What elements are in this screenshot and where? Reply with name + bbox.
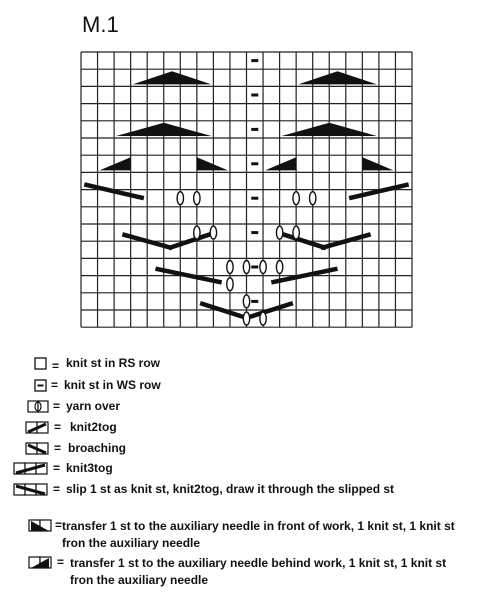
- yarn-over-mark: [276, 261, 282, 274]
- legend-text: transfer 1 st to the auxiliary needle behind work, 1 knit st, 1 knit st fron the auxiliary needle: [70, 556, 447, 587]
- legend-text: knit3tog: [66, 461, 113, 475]
- yarn-over-mark: [210, 226, 216, 239]
- ws-dash-mark: [251, 231, 258, 234]
- broaching-icon: [25, 442, 51, 456]
- yarn-over-mark: [227, 261, 233, 274]
- empty-square-icon: [34, 357, 48, 371]
- legend-text: yarn over: [66, 399, 121, 413]
- dash-square-icon: [34, 379, 48, 393]
- ws-dash-mark: [251, 128, 258, 131]
- yarn-over-mark: [260, 312, 266, 325]
- yarn-over-mark: [227, 278, 233, 291]
- ws-dash-mark: [251, 94, 258, 97]
- legend-text: broaching: [68, 441, 127, 455]
- yarn-over-mark: [293, 226, 299, 239]
- yarn-over-mark: [243, 312, 249, 325]
- legend-eq: =: [54, 420, 62, 434]
- slip-knit2tog-icon: [13, 483, 51, 497]
- legend-eq: =: [53, 461, 61, 475]
- legend-eq: =: [55, 518, 63, 532]
- legend-eq: =: [52, 359, 60, 373]
- legend-text: knit st in WS row: [64, 378, 161, 392]
- legend-eq: =: [51, 378, 59, 392]
- yarn-over-mark: [276, 226, 282, 239]
- knit3tog-icon: [13, 462, 51, 476]
- cross-behind-icon: [28, 556, 54, 570]
- yarn-over-icon: [27, 400, 51, 414]
- ws-dash-mark: [251, 197, 258, 200]
- yarn-over-mark: [194, 226, 200, 239]
- ws-dash-mark: [251, 59, 258, 62]
- yarn-over-mark: [260, 261, 266, 274]
- legend-eq: =: [57, 555, 65, 569]
- legend-eq: =: [54, 441, 62, 455]
- cross-front-icon: [28, 519, 54, 533]
- ws-dash-mark: [251, 300, 258, 303]
- legend-text: transfer 1 st to the auxiliary needle in front of work, 1 knit st, 1 knit st fron the auxiliary needle: [62, 519, 455, 550]
- legend-text: slip 1 st as knit st, knit2tog, draw it through the slipped st: [66, 482, 395, 496]
- yarn-over-mark: [243, 295, 249, 308]
- chart-title: M.1: [82, 12, 119, 37]
- ws-dash-mark: [251, 162, 258, 165]
- legend-text: knit2tog: [70, 420, 117, 434]
- legend-eq: =: [53, 482, 61, 496]
- yarn-over-mark: [310, 192, 316, 205]
- legend-eq: =: [53, 399, 61, 413]
- yarn-over-mark: [177, 192, 183, 205]
- ws-dash-mark: [251, 266, 258, 269]
- yarn-over-mark: [194, 192, 200, 205]
- knit2tog-icon: [25, 421, 51, 435]
- yarn-over-mark: [243, 261, 249, 274]
- yarn-over-mark: [293, 192, 299, 205]
- legend-text: knit st in RS row: [66, 356, 161, 370]
